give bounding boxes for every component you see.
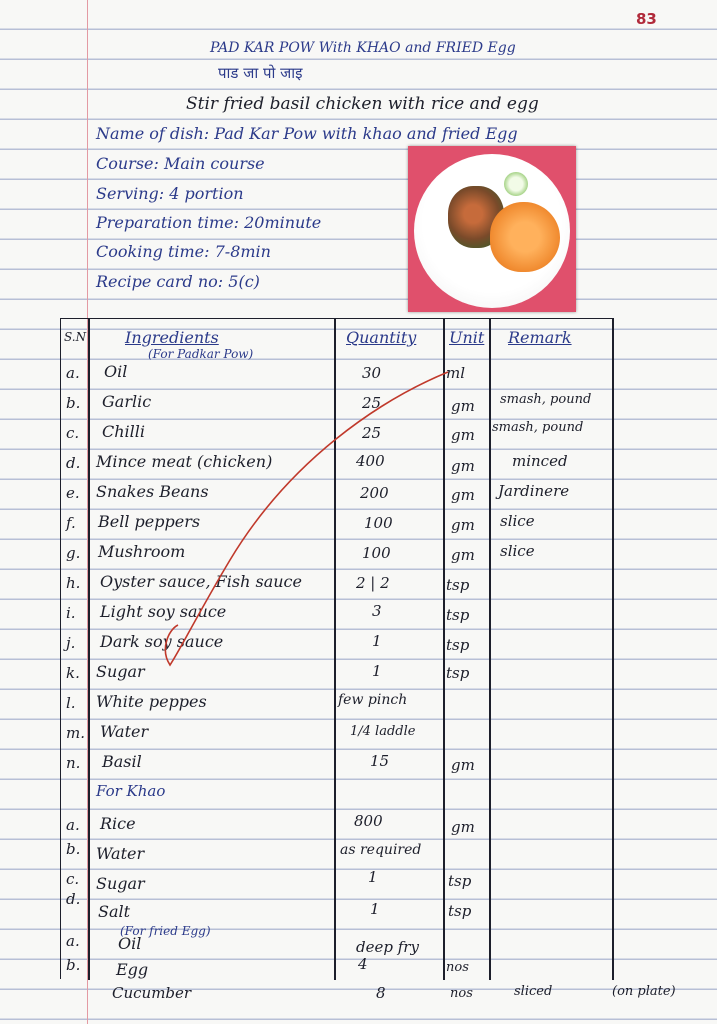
- header-sn: S.N: [64, 330, 87, 344]
- row-unit: gm: [451, 486, 475, 504]
- row-quantity: 400: [356, 452, 385, 470]
- row-ingredient: Dark soy sauce: [100, 632, 224, 651]
- cucumber-slice: [504, 172, 528, 196]
- row-quantity: 800: [354, 812, 383, 830]
- row-sn: b.: [66, 394, 81, 412]
- header-quantity: Quantity: [346, 328, 417, 347]
- dish-name: Name of dish: Pad Kar Pow with khao and fried Egg: [96, 124, 518, 143]
- section-khao: For Khao: [96, 782, 166, 800]
- row-unit: tsp: [448, 872, 472, 890]
- cooking-time: Cooking time: 7-8min: [96, 242, 271, 261]
- row-ingredient: Bell peppers: [98, 512, 201, 531]
- row-unit: tsp: [446, 606, 470, 624]
- row-ingredient: Egg: [116, 960, 149, 979]
- row-remark: slice: [500, 542, 535, 560]
- col-divider-unit: [489, 318, 491, 980]
- row-unit: gm: [451, 546, 475, 564]
- row-unit: gm: [451, 818, 475, 836]
- row-sn: b.: [66, 840, 81, 858]
- row-unit: gm: [451, 516, 475, 534]
- row-unit: gm: [451, 756, 475, 774]
- row-sn: e.: [66, 484, 80, 502]
- row-unit: tsp: [446, 664, 470, 682]
- row-ingredient: Rice: [100, 814, 136, 833]
- row-sn: f.: [66, 514, 76, 532]
- row-quantity: 100: [362, 544, 391, 562]
- serving: Serving: 4 portion: [96, 184, 244, 203]
- row-sn: j.: [66, 634, 76, 652]
- row-ingredient: Water: [100, 722, 149, 741]
- row-sn: b.: [66, 956, 81, 974]
- row-quantity: 100: [364, 514, 393, 532]
- row-quantity: 15: [370, 752, 390, 770]
- row-sn: g.: [66, 544, 81, 562]
- row-unit: gm: [451, 397, 475, 415]
- row-quantity: 1/4 laddle: [350, 724, 416, 739]
- recipe-subtitle: Stir fried basil chicken with rice and egg: [186, 94, 539, 114]
- header-remark: Remark: [508, 328, 572, 347]
- row-remark: slice: [500, 512, 535, 530]
- cucumber-unit: nos: [450, 986, 473, 1001]
- row-ingredient: Light soy sauce: [100, 602, 227, 621]
- recipe-title-hindi: पाड जा पो जाइ: [218, 64, 303, 82]
- row-unit: tsp: [446, 636, 470, 654]
- plate: [414, 154, 570, 308]
- row-ingredient: Garlic: [102, 392, 152, 411]
- row-quantity: 1: [370, 900, 380, 918]
- cucumber-ingredient: Cucumber: [112, 984, 192, 1002]
- row-sn: h.: [66, 574, 81, 592]
- row-quantity: deep fry: [356, 938, 419, 956]
- row-sn: a.: [66, 932, 80, 950]
- row-unit: tsp: [446, 576, 470, 594]
- dish-photo: [408, 146, 576, 312]
- row-quantity: 200: [360, 484, 389, 502]
- row-quantity: 2 | 2: [356, 574, 390, 592]
- row-ingredient: Oil: [104, 362, 128, 381]
- ingredients-note: (For Padkar Pow): [148, 347, 254, 361]
- row-unit: gm: [451, 426, 475, 444]
- row-sn: c.: [66, 424, 80, 442]
- row-ingredient: Chilli: [102, 422, 146, 441]
- row-ingredient: Sugar: [96, 662, 145, 681]
- cucumber-quantity: 8: [376, 984, 386, 1002]
- row-sn: a.: [66, 816, 80, 834]
- cucumber-remark: sliced: [514, 984, 553, 999]
- row-sn: d.: [66, 890, 81, 908]
- egg-note: (For fried Egg): [120, 924, 211, 938]
- row-sn: c.: [66, 870, 80, 888]
- row-sn: k.: [66, 664, 80, 682]
- row-remark: Jardinere: [498, 482, 570, 500]
- row-ingredient: Mince meat (chicken): [96, 452, 273, 471]
- row-ingredient: Oil: [118, 934, 142, 953]
- cucumber-note: (on plate): [612, 984, 676, 999]
- row-sn: m.: [66, 724, 85, 742]
- row-quantity: 1: [372, 662, 382, 680]
- row-quantity: 1: [372, 632, 382, 650]
- col-divider-remark: [612, 318, 614, 980]
- row-remark: smash, pound: [500, 392, 592, 407]
- row-ingredient: White peppes: [96, 692, 207, 711]
- header-ingredients: Ingredients: [125, 328, 219, 347]
- row-remark: minced: [512, 452, 568, 470]
- row-quantity: as required: [340, 842, 422, 858]
- row-unit: ml: [446, 364, 466, 382]
- recipe-title: PAD KAR POW With KHAO and FRIED Egg: [210, 40, 516, 56]
- row-sn: a.: [66, 364, 80, 382]
- row-quantity: 4: [358, 955, 368, 973]
- row-unit: tsp: [448, 902, 472, 920]
- course: Course: Main course: [96, 154, 265, 173]
- row-sn: n.: [66, 754, 81, 772]
- row-ingredient: Mushroom: [98, 542, 186, 561]
- row-quantity: 25: [362, 424, 382, 442]
- row-quantity: 1: [368, 868, 378, 886]
- row-sn: d.: [66, 454, 81, 472]
- header-unit: Unit: [449, 328, 485, 347]
- row-ingredient: Salt: [98, 902, 131, 921]
- row-ingredient: Water: [96, 844, 145, 863]
- row-sn: l.: [66, 694, 76, 712]
- row-sn: i.: [66, 604, 76, 622]
- fried-egg: [490, 202, 560, 272]
- row-ingredient: Oyster sauce, Fish sauce: [100, 572, 302, 591]
- row-quantity: 25: [362, 394, 382, 412]
- row-unit: nos: [446, 960, 469, 975]
- row-quantity: few pinch: [338, 692, 408, 708]
- row-ingredient: Snakes Beans: [96, 482, 209, 501]
- row-remark: smash, pound: [492, 420, 584, 435]
- row-ingredient: Basil: [102, 752, 142, 771]
- col-divider-ingredients: [334, 318, 336, 980]
- row-unit: gm: [451, 457, 475, 475]
- row-quantity: 3: [372, 602, 382, 620]
- row-ingredient: Sugar: [96, 874, 145, 893]
- page-number: 83: [636, 10, 657, 28]
- preparation-time: Preparation time: 20minute: [96, 213, 322, 232]
- col-divider-sn: [88, 318, 90, 980]
- row-quantity: 30: [362, 364, 382, 382]
- col-divider-quantity: [443, 318, 445, 980]
- recipe-card-number: Recipe card no: 5(c): [96, 272, 260, 291]
